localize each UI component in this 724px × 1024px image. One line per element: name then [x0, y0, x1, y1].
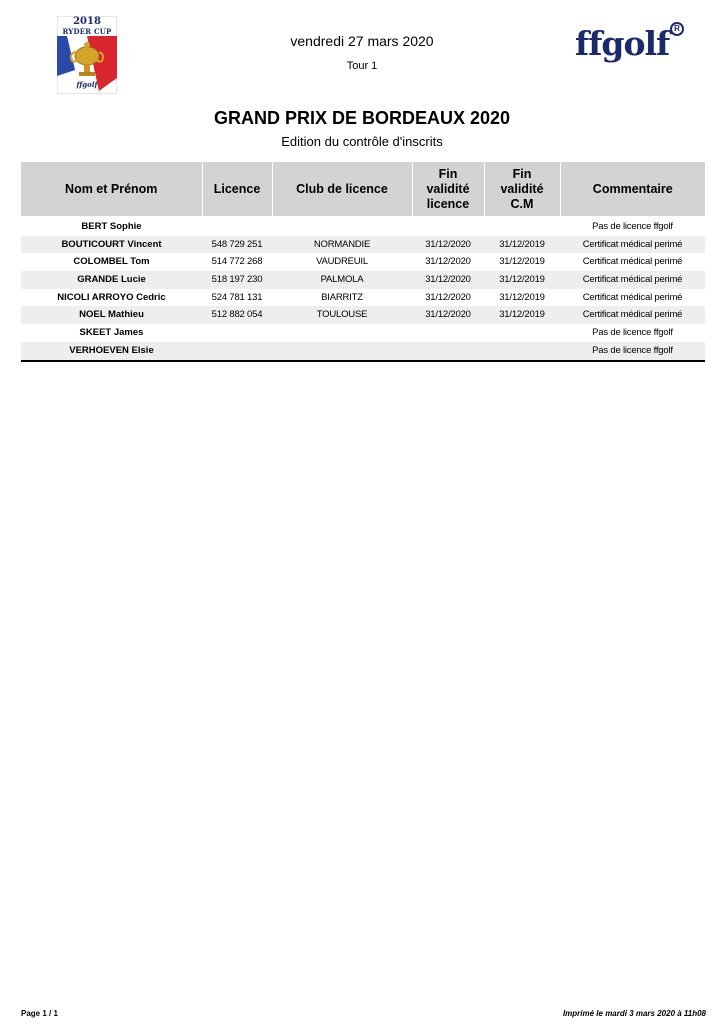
cell-fin-licence: 31/12/2020 [425, 291, 471, 303]
cell-fin-licence [412, 342, 484, 361]
column-header-name: Nom et Prénom [21, 162, 202, 216]
page-number: Page 1 / 1 [21, 1009, 58, 1018]
cell-name: BERT Sophie [81, 220, 142, 232]
cell-licence: 518 197 230 [202, 271, 272, 289]
cell-name: NOEL Mathieu [21, 306, 202, 324]
cell-name: COLOMBEL Tom [73, 256, 150, 268]
cell-licence: 512 882 054 [202, 306, 272, 324]
cell-club [272, 324, 412, 342]
cell-fin-licence: 31/12/2020 [412, 236, 484, 254]
column-header-comment: Commentaire [560, 162, 705, 216]
page-title: GRAND PRIX DE BORDEAUX 2020 [213, 108, 511, 128]
cell-comment: Certificat médical perimé [582, 256, 683, 268]
cell-licence [202, 218, 272, 236]
header-date: vendredi 27 mars 2020 [290, 33, 434, 49]
column-header-club: Club de licence [272, 162, 412, 216]
column-header-fin-licence [412, 162, 484, 216]
column-header-fin-cm [484, 162, 560, 216]
cell-fin-licence: 31/12/2020 [425, 256, 471, 268]
cell-fin-cm: 31/12/2019 [499, 291, 545, 303]
cell-fin-cm: 31/12/2019 [499, 256, 545, 268]
cell-fin-cm: 31/12/2019 [484, 236, 560, 254]
cell-name: GRANDE Lucie [21, 271, 202, 289]
table-header-row [21, 162, 705, 216]
cell-comment: Certificat médical perimé [560, 306, 705, 324]
cell-club: BIARRITZ [321, 291, 363, 303]
ryder-cup-year: 2018 [73, 16, 101, 27]
column-header-licence: Licence [202, 162, 272, 216]
print-timestamp: Imprimé le mardi 3 mars 2020 à 11h08 [562, 1009, 706, 1018]
cell-club: VAUDREUIL [316, 256, 368, 268]
ryder-cup-sub: ffgolf [76, 80, 98, 89]
cell-club: TOULOUSE [272, 306, 412, 324]
table-row [21, 342, 705, 361]
cell-fin-licence [412, 324, 484, 342]
cell-fin-cm: 31/12/2019 [484, 306, 560, 324]
table-row [21, 253, 705, 271]
cell-club: PALMOLA [272, 271, 412, 289]
cell-club [272, 218, 412, 236]
cell-name: SKEET James [79, 326, 144, 338]
cell-comment: Pas de licence ffgolf [592, 326, 673, 338]
cell-fin-licence: 31/12/2020 [412, 306, 484, 324]
table-row [21, 218, 705, 236]
cell-name: NICOLI ARROYO Cedric [57, 291, 166, 303]
cell-comment: Certificat médical perimé [560, 271, 705, 289]
table-row [21, 271, 705, 289]
registration-table [21, 162, 705, 362]
column-header-fin-cm-line3: C.M [510, 196, 534, 211]
column-header-fin-licence-line1: Fin [438, 166, 458, 181]
cell-fin-cm [484, 324, 560, 342]
table-row [21, 289, 705, 307]
cell-comment: Certificat médical perimé [560, 236, 705, 254]
ffgolf-logo: ffgolf [575, 24, 670, 63]
cell-name: VERHOEVEN Elsie [21, 342, 202, 361]
cell-comment: Pas de licence ffgolf [592, 220, 673, 232]
cell-fin-cm [484, 218, 560, 236]
column-header-fin-licence-line2: validité [426, 181, 470, 196]
column-header-fin-cm-line2: validité [500, 181, 544, 196]
cell-licence [202, 324, 272, 342]
cell-fin-cm: 31/12/2019 [484, 271, 560, 289]
cell-comment: Certificat médical perimé [582, 291, 683, 303]
cell-licence [202, 342, 272, 361]
cell-comment: Pas de licence ffgolf [560, 342, 705, 361]
column-header-fin-licence-line3: licence [426, 196, 470, 211]
cell-fin-cm [484, 342, 560, 361]
table-row [21, 306, 705, 324]
cell-licence: 514 772 268 [211, 256, 263, 268]
table-row [21, 324, 705, 342]
table-row [21, 236, 705, 254]
page-subtitle: Edition du contrôle d'inscrits [281, 134, 443, 149]
column-header-fin-cm-line1: Fin [512, 166, 532, 181]
registered-mark-icon: R [670, 22, 684, 36]
cell-club [272, 342, 412, 361]
cell-fin-licence: 31/12/2020 [412, 271, 484, 289]
header-round: Tour 1 [346, 60, 378, 72]
ryder-cup-name: RYDER CUP [62, 27, 112, 36]
ryder-cup-logo [57, 16, 117, 94]
cell-licence: 524 781 131 [211, 291, 263, 303]
cell-licence: 548 729 251 [202, 236, 272, 254]
cell-fin-licence [412, 218, 484, 236]
cell-club: NORMANDIE [272, 236, 412, 254]
cell-name: BOUTICOURT Vincent [21, 236, 202, 254]
